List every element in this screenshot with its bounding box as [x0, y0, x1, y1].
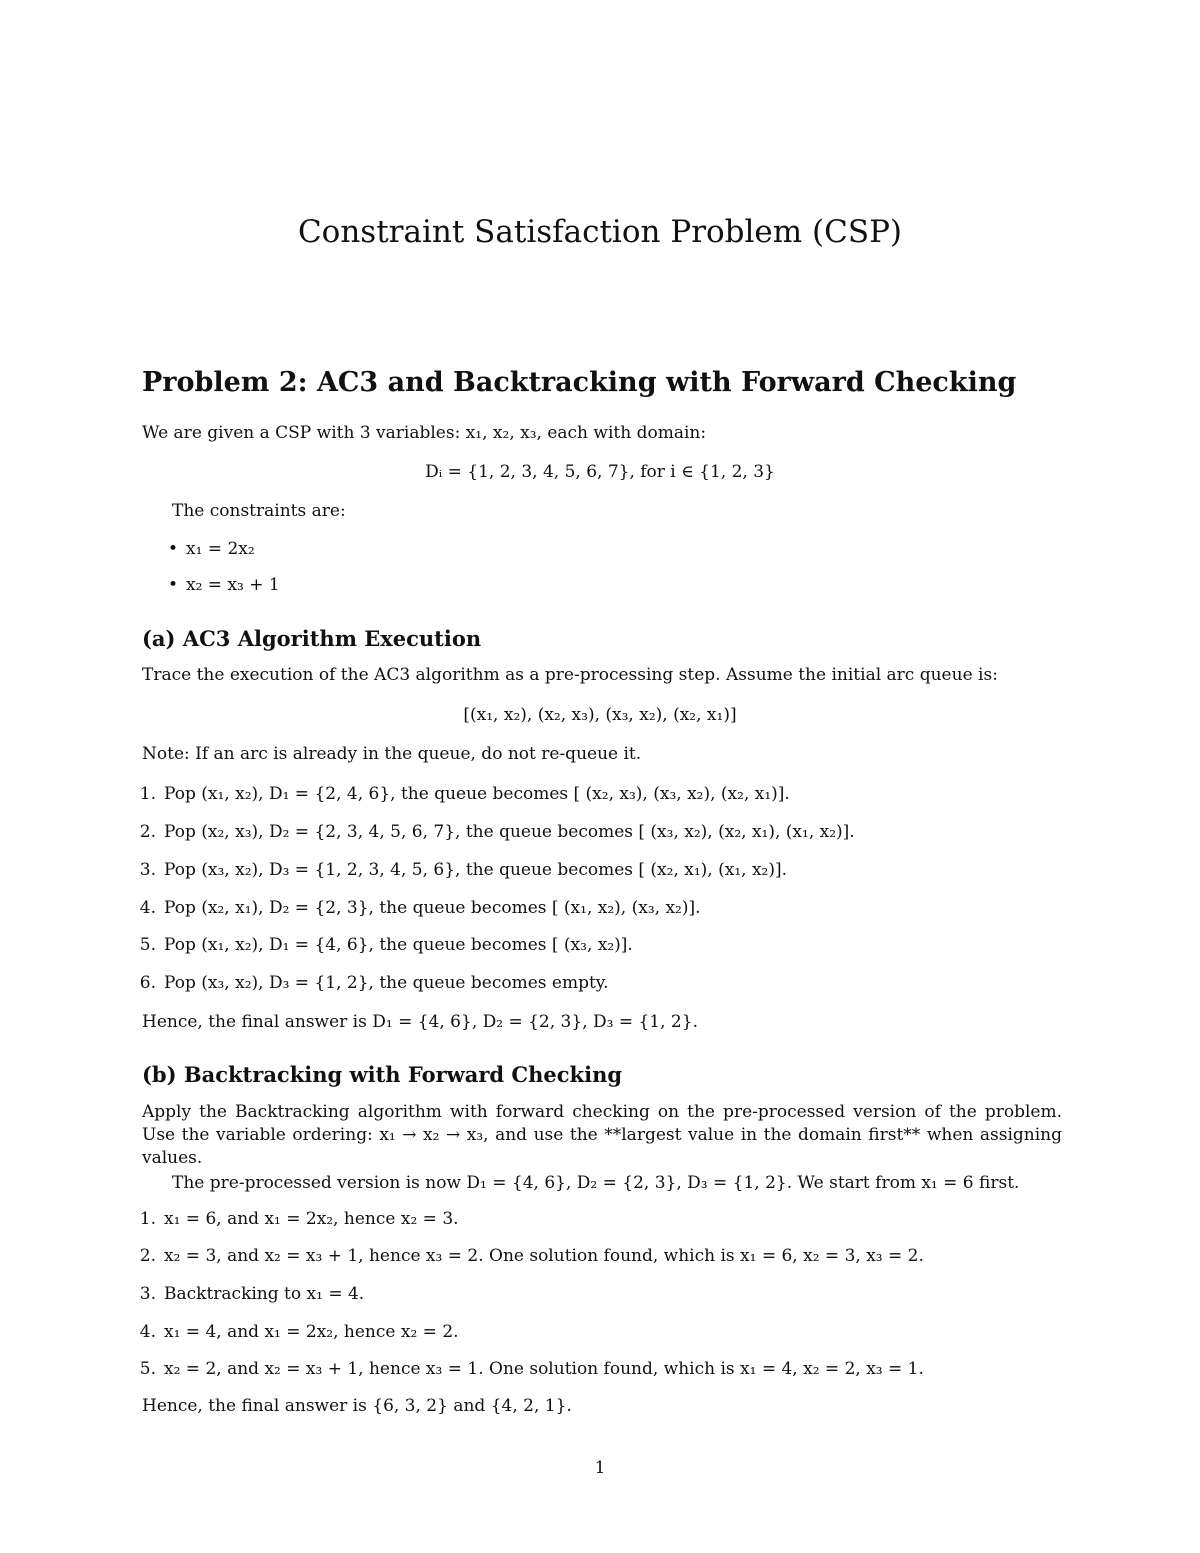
section-b-intro: Apply the Backtracking algorithm with forward checking on the pre-processed version of the problem. Use the variable ordering: x₁ → x₂ → x₃, and use the **largest value in the domain first** when assigning values. — [142, 1102, 1062, 1168]
section-a-note: Note: If an arc is already in the queue, do not re-queue it. — [142, 744, 642, 764]
document-title: Constraint Satisfaction Problem (CSP) — [297, 214, 903, 250]
constraint-item: • x₂ = x₃ + 1 — [168, 575, 280, 595]
section-a-conclusion: Hence, the final answer is D₁ = {4, 6}, D₂ = {2, 3}, D₃ = {1, 2}. — [142, 1012, 698, 1032]
constraint-item: • x₁ = 2x₂ — [168, 539, 255, 559]
list-item: 1. x₁ = 6, and x₁ = 2x₂, hence x₂ = 3. — [139, 1209, 459, 1229]
list-item: 2. Pop (x₂, x₃), D₂ = {2, 3, 4, 5, 6, 7}, the queue becomes [ (x₃, x₂), (x₂, x₁), (x₁, x₂)]. — [139, 822, 855, 842]
section-a-intro: Trace the execution of the AC3 algorithm as a pre-processing step. Assume the initial arc queue is: — [142, 665, 998, 685]
list-item: 6. Pop (x₃, x₂), D₃ = {1, 2}, the queue becomes empty. — [139, 973, 609, 993]
bullet-icon: • — [168, 539, 179, 559]
section-b-heading: (b) Backtracking with Forward Checking — [142, 1062, 623, 1087]
list-item: 4. x₁ = 4, and x₁ = 2x₂, hence x₂ = 2. — [139, 1322, 459, 1342]
list-item: 5. Pop (x₁, x₂), D₁ = {4, 6}, the queue becomes [ (x₃, x₂)]. — [139, 935, 633, 955]
list-item: 1. Pop (x₁, x₂), D₁ = {2, 4, 6}, the queue becomes [ (x₂, x₃), (x₃, x₂), (x₂, x₁)]. — [139, 784, 790, 804]
problem-intro: We are given a CSP with 3 variables: x₁, x₂, x₃, each with domain: — [142, 423, 707, 443]
list-item: 3. Pop (x₃, x₂), D₃ = {1, 2, 3, 4, 5, 6}, the queue becomes [ (x₂, x₁), (x₁, x₂)]. — [139, 860, 788, 880]
bullet-icon: • — [168, 575, 179, 595]
section-b-preprocessed: The pre-processed version is now D₁ = {4, 6}, D₂ = {2, 3}, D₃ = {1, 2}. We start from x₁ = 6 first. — [172, 1173, 1020, 1193]
problem-heading: Problem 2: AC3 and Backtracking with Forward Checking — [142, 367, 1017, 398]
section-a-heading: (a) AC3 Algorithm Execution — [142, 626, 482, 651]
constraints-label: The constraints are: — [172, 501, 346, 521]
list-item: 2. x₂ = 3, and x₂ = x₃ + 1, hence x₃ = 2. One solution found, which is x₁ = 6, x₂ = 3, x₃ = 2. — [139, 1246, 924, 1266]
list-item: 4. Pop (x₂, x₁), D₂ = {2, 3}, the queue becomes [ (x₁, x₂), (x₃, x₂)]. — [139, 898, 701, 918]
domain-equation: Dᵢ = {1, 2, 3, 4, 5, 6, 7}, for i ∈ {1, 2, 3} — [425, 462, 775, 482]
list-item: 5. x₂ = 2, and x₂ = x₃ + 1, hence x₃ = 1. One solution found, which is x₁ = 4, x₂ = 2, x₃ = 1. — [139, 1359, 924, 1379]
list-item: 3. Backtracking to x₁ = 4. — [139, 1284, 365, 1304]
page-number: 1 — [594, 1458, 606, 1478]
section-b-conclusion: Hence, the final answer is {6, 3, 2} and {4, 2, 1}. — [142, 1396, 572, 1416]
initial-queue: [(x₁, x₂), (x₂, x₃), (x₃, x₂), (x₂, x₁)] — [463, 705, 737, 725]
